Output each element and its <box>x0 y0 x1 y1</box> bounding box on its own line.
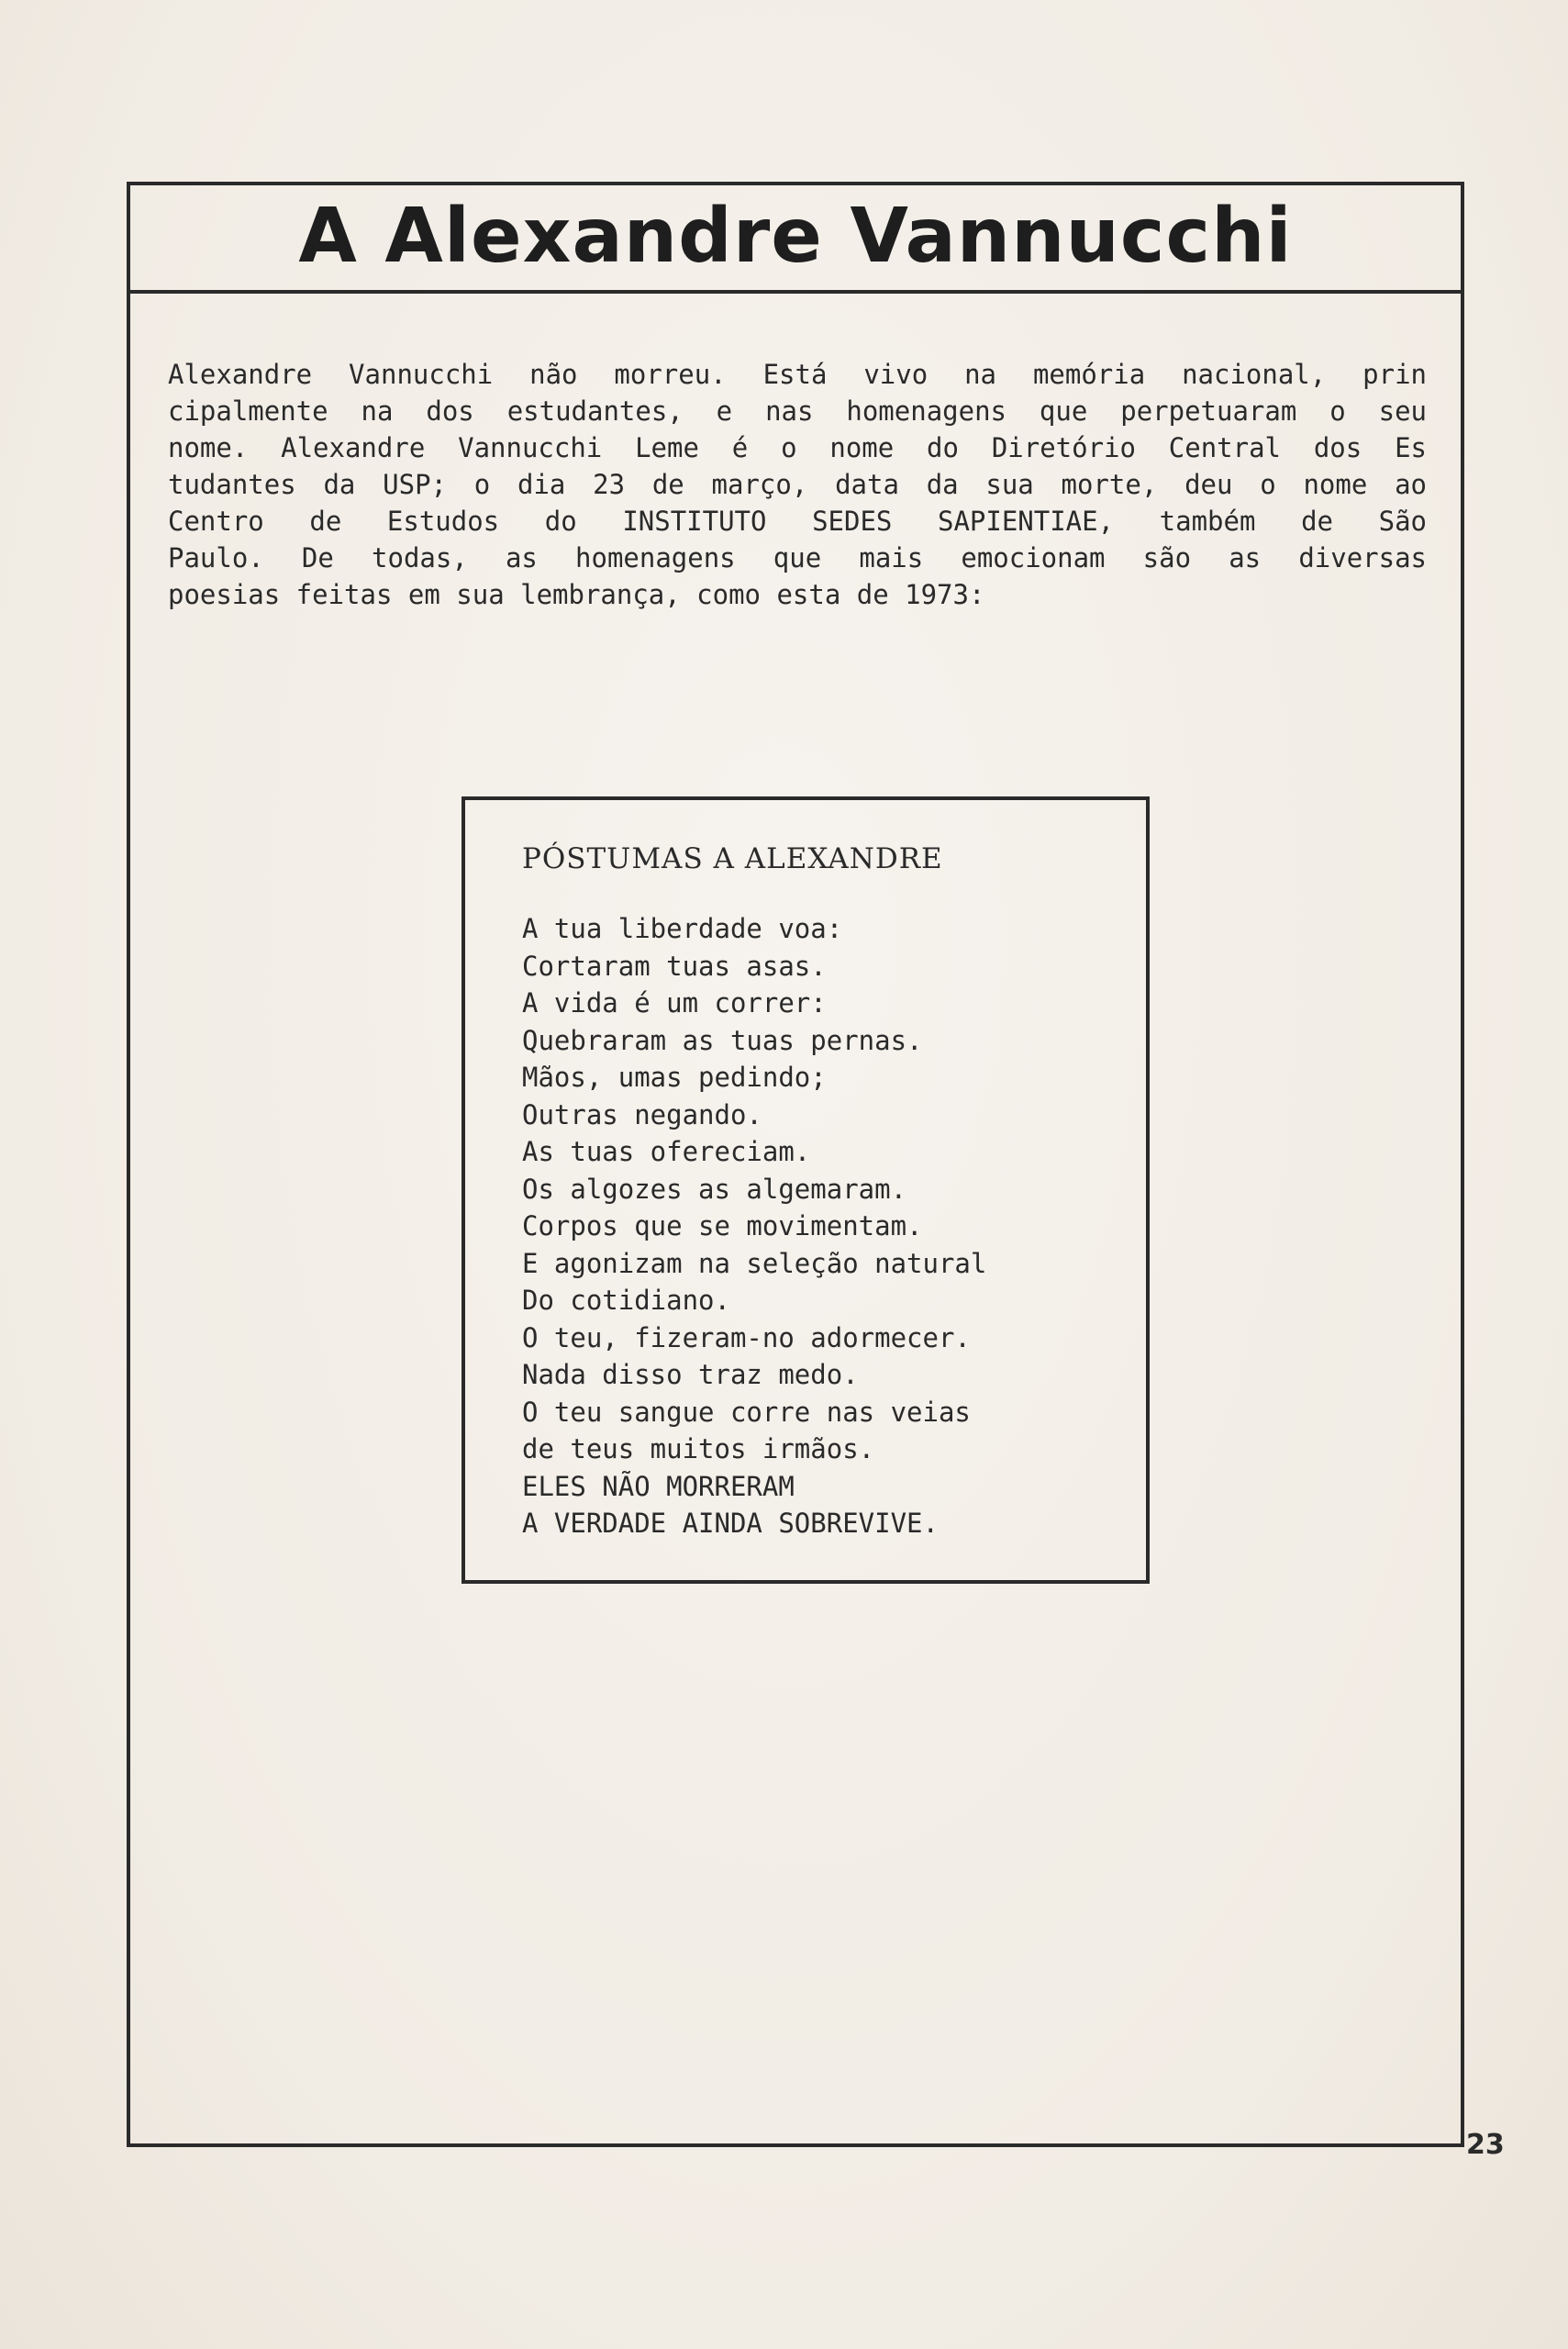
poem-line: Mãos, umas pedindo; <box>522 1062 827 1093</box>
poem-line: Corpos que se movimentam. <box>522 1210 923 1241</box>
page-title: A Alexandre Vannucchi <box>298 192 1293 280</box>
poem-line: A tua liberdade voa: <box>522 913 843 944</box>
poem-line: ELES NÃO MORRERAM <box>522 1470 795 1502</box>
poem-line: Os algozes as algemaram. <box>522 1173 907 1205</box>
page-number: 23 <box>1466 2129 1505 2161</box>
poem-line: de teus muitos irmãos. <box>522 1433 875 1464</box>
poem-line: O teu sangue corre nas veias <box>522 1396 971 1428</box>
poem-line: Outras negando. <box>522 1098 762 1130</box>
intro-line: nome. Alexandre Vannucchi Leme é o nome do Diretório Central dos Es <box>168 432 1427 463</box>
poem-line: Nada disso traz medo. <box>522 1359 859 1390</box>
intro-line: tudantes da USP; o dia 23 de março, data da sua morte, deu o nome ao <box>168 469 1427 500</box>
poem-line: E agonizam na seleção natural <box>522 1247 987 1279</box>
poem-title: PÓSTUMAS A ALEXANDRE <box>522 842 943 875</box>
intro-line: Paulo. De todas, as homenagens que mais emocionam são as diversas <box>168 542 1427 573</box>
poem-line: O teu, fizeram-no adormecer. <box>522 1321 971 1353</box>
intro-line: Alexandre Vannucchi não morreu. Está vivo na memória nacional, prin <box>168 359 1427 390</box>
poem-line: As tuas ofereciam. <box>522 1136 811 1167</box>
poem-line: A VERDADE AINDA SOBREVIVE. <box>522 1508 939 1539</box>
poem-line: A vida é um correr: <box>522 987 827 1019</box>
intro-line: poesias feitas em sua lembrança, como esta de 1973: <box>168 579 985 610</box>
poem-lines <box>522 910 1146 1542</box>
intro-line: cipalmente na dos estudantes, e nas homenagens que perpetuaram o seu <box>168 395 1427 427</box>
title-box <box>127 182 1464 294</box>
poem-line: Cortaram tuas asas. <box>522 950 827 982</box>
poem-box <box>462 796 1150 1584</box>
intro-line: Centro de Estudos do INSTITUTO SEDES SAPIENTIAE, também de São <box>168 506 1427 537</box>
poem-line: Do cotidiano. <box>522 1285 730 1316</box>
poem-line: Quebraram as tuas pernas. <box>522 1024 923 1056</box>
intro-paragraph <box>168 356 1427 613</box>
